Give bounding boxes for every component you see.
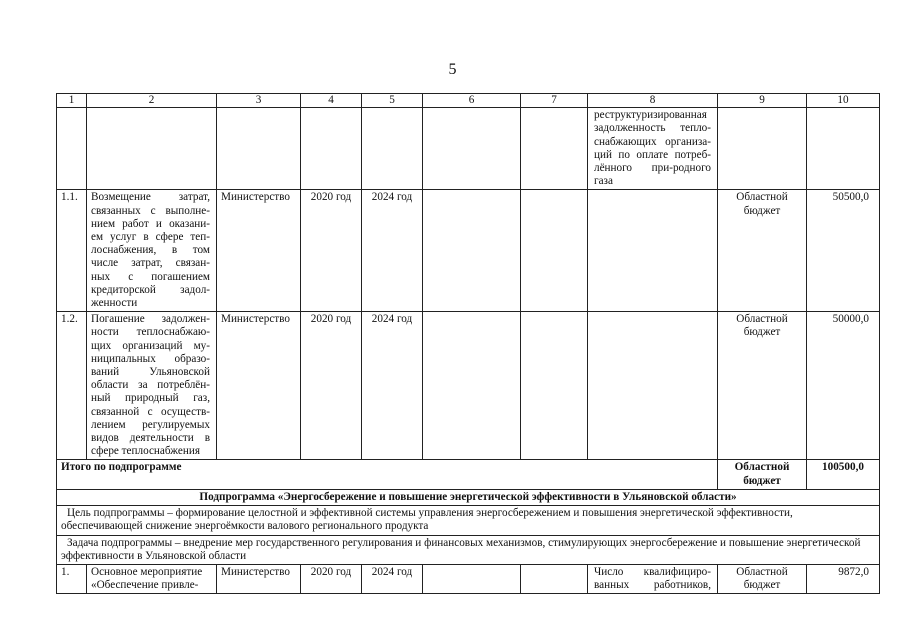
column-number: 10: [807, 94, 880, 108]
subprogram-task: Задача подпрограммы – внедрение мер государственного регулирования и финансовых механизмов, стимулирующих энергосбережение и повышение энергетической эффективности в Ульяновской области: [57, 535, 880, 564]
funding-amount: 50500,0: [807, 190, 880, 312]
funding-source: Областной бюджет: [718, 190, 807, 312]
table-row: [57, 564, 880, 593]
continuation-row: [57, 108, 880, 190]
total-amount: 100500,0: [807, 460, 880, 489]
funding-amount: 50000,0: [807, 312, 880, 460]
column-number: 7: [521, 94, 588, 108]
executor: Министерство: [217, 564, 301, 593]
end-year: 2024 год: [362, 190, 423, 312]
start-year: 2020 год: [301, 312, 362, 460]
row-number: 1.: [57, 564, 87, 593]
row-number: 1.1.: [57, 190, 87, 312]
executor: Министерство: [217, 190, 301, 312]
activity-name: Возмещение затрат, связанных с выполне- нием работ и оказани- ем услуг в сфере теп- лоснабжения, в том числе затрат, связан- ных с погашением кредиторской задол- женности: [87, 190, 217, 312]
activity-name: Погашение задолжен- ности теплоснабжаю- щих организаций му- ниципальных образо- ваний Ульяновской области за потреблён- ный природный газ, связанной с осуществ- лением регулируемых видов деятельности в сфере теплоснабжения: [87, 312, 217, 460]
total-label: Итого по подпрограмме: [57, 460, 718, 489]
column-number: 2: [87, 94, 217, 108]
indicator-text: реструктуризированная задолженность тепло- снабжающих организа- ций по оплате потреб- лённого при-родного газа: [588, 108, 718, 190]
column-number: 1: [57, 94, 87, 108]
table-row: [57, 190, 880, 312]
column-number: 9: [718, 94, 807, 108]
page-number: 5: [448, 61, 457, 78]
end-year: 2024 год: [362, 312, 423, 460]
start-year: 2020 год: [301, 564, 362, 593]
end-year: 2024 год: [362, 564, 423, 593]
executor: Министерство: [217, 312, 301, 460]
program-table: [56, 93, 880, 594]
funding-amount: 9872,0: [807, 564, 880, 593]
subprogram-task-row: [57, 535, 880, 564]
column-number: 8: [588, 94, 718, 108]
column-number: 4: [301, 94, 362, 108]
total-row: [57, 460, 880, 489]
funding-source: Областной бюджет: [718, 564, 807, 593]
activity-name: Основное мероприятие «Обеспечение привле-: [87, 564, 217, 593]
column-number: 3: [217, 94, 301, 108]
total-funding-source: Областной бюджет: [718, 460, 807, 489]
column-numbers-row: [57, 94, 880, 108]
table-row: [57, 312, 880, 460]
start-year: 2020 год: [301, 190, 362, 312]
row-number: 1.2.: [57, 312, 87, 460]
funding-source: Областной бюджет: [718, 312, 807, 460]
indicator-text: Число квалифициро- ванных работников,: [588, 564, 718, 593]
subprogram-goal-row: [57, 506, 880, 535]
subprogram-title-row: [57, 489, 880, 505]
subprogram-title: Подпрограмма «Энергосбережение и повышение энергетической эффективности в Ульяновской области»: [57, 489, 880, 505]
column-number: 5: [362, 94, 423, 108]
subprogram-goal: Цель подпрограммы – формирование целостной и эффективной системы управления энергосбережением и повышения энергетической эффективности, обеспечивающей снижение энергоёмкости валового регионального продукта: [57, 506, 880, 535]
column-number: 6: [423, 94, 521, 108]
